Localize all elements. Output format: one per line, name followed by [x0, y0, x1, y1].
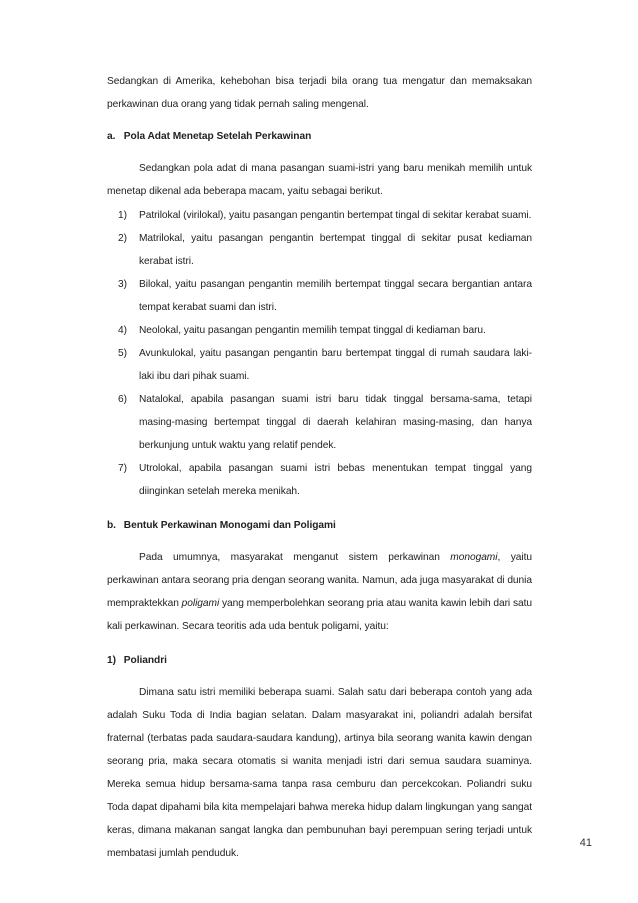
- subsection-1-label: 1): [107, 655, 116, 666]
- section-a-label: a.: [107, 131, 116, 142]
- list-item-text: Bilokal, yaitu pasangan pengantin memilih bertempat tinggal secara bergantian antara tempat kerabat suami dan istri.: [139, 279, 532, 313]
- list-item-text: Neolokal, yaitu pasangan pengantin memilih tempat tinggal di kediaman baru.: [139, 325, 486, 336]
- list-item-marker: 1): [118, 210, 127, 221]
- section-b-label: b.: [107, 520, 116, 531]
- section-b-title: Bentuk Perkawinan Monogami dan Poligami: [123, 520, 336, 531]
- section-b-heading: [107, 514, 532, 537]
- monogami-term: monogami: [450, 552, 498, 563]
- page-number: 41: [579, 837, 592, 849]
- list-item-text: Matrilokal, yaitu pasangan pengantin bertempat tinggal di sekitar pusat kediaman kerabat istri.: [139, 233, 532, 267]
- section-b-text-part2: , yaitu perkawinan antara seorang pria dengan seorang wanita. Namun, ada juga masyarakat di dunia mempraktekkan: [107, 552, 532, 609]
- list-item: [118, 204, 532, 227]
- list-item: [118, 342, 532, 388]
- poligami-term: poligami: [181, 598, 220, 609]
- list-item-text: Natalokal, apabila pasangan suami istri baru tidak tinggal bersama-sama, tetapi masing-masing bertempat tinggal di daerah kelahiran masing-masing, dan hanya berkunjung untuk waktu yang relatif pendek.: [139, 394, 532, 451]
- list-item: [118, 388, 532, 457]
- intro-paragraph: Sedangkan di Amerika, kehebohan bisa terjadi bila orang tua mengatur dan memaksakan perkawinan dua orang yang tidak pernah saling mengenal.: [107, 76, 532, 110]
- list-item-marker: 6): [118, 394, 127, 405]
- section-a-heading: [107, 125, 532, 148]
- section-b-text-part3: yang memperbolehkan seorang pria atau wanita kawin lebih dari satu kali perkawinan. Secara teoritis ada uda bentuk poligami, yaitu:: [107, 598, 532, 632]
- section-a-title: Pola Adat Menetap Setelah Perkawinan: [123, 131, 312, 142]
- list-item-marker: 3): [118, 279, 127, 290]
- list-item-marker: 5): [118, 348, 127, 359]
- list-item: [118, 457, 532, 503]
- list-item: [118, 227, 532, 273]
- list-item-marker: 2): [118, 233, 127, 244]
- page-content: [107, 70, 532, 865]
- list-item-text: Avunkulokal, yaitu pasangan pengantin baru bertempat tinggal di rumah saudara laki-laki ibu dari pihak suami.: [139, 348, 532, 382]
- subsection-1-title: Poliandri: [123, 655, 167, 666]
- residence-pattern-list: [118, 204, 532, 503]
- section-b-paragraph: [107, 546, 532, 638]
- list-item-text: Utrolokal, apabila pasangan suami istri bebas menentukan tempat tinggal yang diinginkan setelah mereka menikah.: [139, 463, 532, 497]
- section-a-paragraph: Sedangkan pola adat di mana pasangan suami-istri yang baru menikah memilih untuk menetap dikenal ada beberapa macam, yaitu sebagai berikut.: [107, 163, 532, 197]
- list-item-marker: 7): [118, 463, 127, 474]
- section-b-text-part1: Pada umumnya, masyarakat menganut sistem perkawinan: [139, 552, 451, 563]
- list-item: [118, 319, 532, 342]
- subsection-1-heading: [107, 649, 532, 672]
- list-item-text: Patrilokal (virilokal), yaitu pasangan pengantin bertempat tingal di sekitar kerabat suami.: [139, 210, 532, 221]
- list-item-marker: 4): [118, 325, 127, 336]
- list-item: [118, 273, 532, 319]
- subsection-1-paragraph: Dimana satu istri memiliki beberapa suami. Salah satu dari beberapa contoh yang ada adalah Suku Toda di India bagian selatan. Dalam masyarakat ini, poliandri adalah bersifat fraternal (terbatas pada saudara-saudara kandung), artinya bila seorang wanita kawin dengan seorang pria, maka secara otomatis si wanita menjadi istri dari semua saudara suaminya. Mereka semua hidup bersama-sama tanpa rasa cemburu dan percekcokan. Poliandri suku Toda dapat dipahami bila kita mempelajari bahwa mereka hidup dalam lingkungan yang sangat keras, dimana makanan sangat langka dan pembunuhan bayi perempuan sering terjadi untuk membatasi jumlah penduduk.: [107, 687, 532, 859]
